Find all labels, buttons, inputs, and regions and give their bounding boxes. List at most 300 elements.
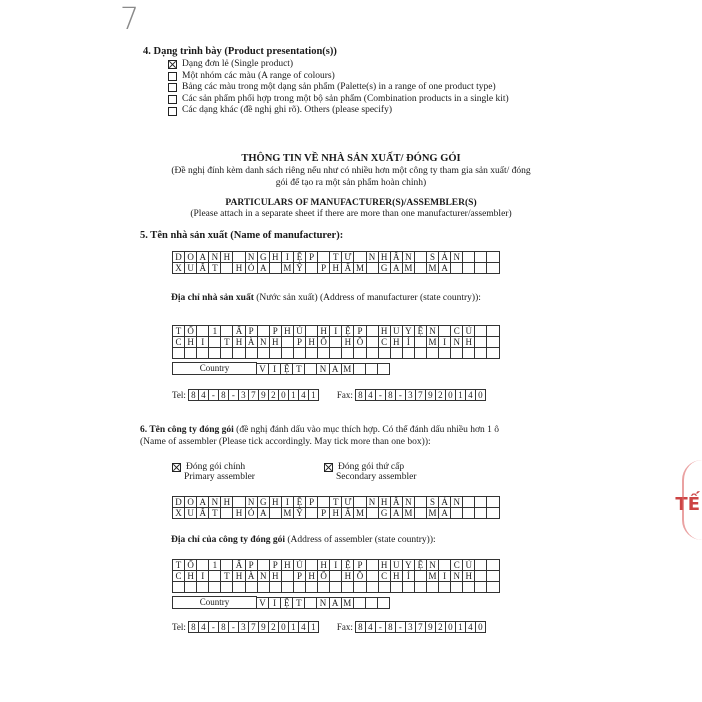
assembler-name-grid bbox=[172, 496, 500, 519]
letter-box: Ệ bbox=[342, 326, 354, 337]
info-note-vi-2: gói để tạo ra một sản phẩm hoàn chỉnh) bbox=[275, 178, 427, 188]
letter-box bbox=[487, 337, 499, 348]
presentation-option-checkbox[interactable] bbox=[168, 83, 177, 92]
letter-box bbox=[209, 582, 221, 593]
letter-box: I bbox=[439, 571, 451, 582]
letter-box: 1 bbox=[209, 326, 221, 337]
letter-box bbox=[367, 582, 379, 593]
letter-box: 2 bbox=[269, 622, 279, 633]
letter-box: C bbox=[173, 571, 185, 582]
letter-box: Ú bbox=[294, 326, 306, 337]
letter-box: 8 bbox=[356, 622, 366, 633]
assembler-address-grid bbox=[172, 559, 500, 593]
letter-box: A bbox=[439, 263, 451, 274]
letter-box: U bbox=[185, 263, 197, 274]
letter-box bbox=[282, 571, 294, 582]
letter-box bbox=[475, 263, 487, 274]
letter-box: H bbox=[379, 497, 391, 508]
letter-box bbox=[427, 582, 439, 593]
letter-box bbox=[487, 497, 499, 508]
letter-box: - bbox=[229, 390, 239, 401]
presentation-option-label: Bảng các màu trong một dạng sản phẩm (Palette(s) in a range of one product type) bbox=[182, 82, 496, 93]
letter-box: H bbox=[270, 571, 282, 582]
letter-box: H bbox=[379, 560, 391, 571]
assembler-country-label: Country bbox=[173, 597, 257, 609]
letter-box bbox=[439, 582, 451, 593]
letter-box bbox=[415, 263, 427, 274]
letter-box: T bbox=[330, 252, 342, 263]
letter-box bbox=[185, 582, 197, 593]
manufacturer-tel-grid bbox=[188, 389, 319, 401]
letter-box: Ệ bbox=[415, 326, 427, 337]
letter-box bbox=[487, 571, 499, 582]
letter-box bbox=[233, 348, 245, 359]
letter-box: 7 bbox=[416, 390, 426, 401]
letter-box bbox=[185, 348, 197, 359]
letter-box: M bbox=[282, 508, 294, 519]
letter-box: P bbox=[306, 252, 318, 263]
letter-box bbox=[463, 508, 475, 519]
letter-box: O bbox=[185, 252, 197, 263]
letter-box: Í bbox=[403, 571, 415, 582]
letter-box: N bbox=[451, 252, 463, 263]
letter-box: N bbox=[258, 337, 270, 348]
letter-box: G bbox=[379, 508, 391, 519]
secondary-assembler-option bbox=[324, 462, 416, 482]
letter-box: 0 bbox=[446, 622, 456, 633]
letter-box: A bbox=[391, 508, 403, 519]
letter-box bbox=[487, 348, 499, 359]
letter-box: N bbox=[209, 497, 221, 508]
letter-box: H bbox=[282, 326, 294, 337]
letter-box: N bbox=[451, 571, 463, 582]
letter-box bbox=[415, 337, 427, 348]
letter-box: M bbox=[342, 598, 354, 609]
letter-box: N bbox=[451, 337, 463, 348]
primary-assembler-option bbox=[172, 462, 255, 482]
page-number: 7 bbox=[120, 2, 140, 37]
letter-box: A bbox=[197, 497, 209, 508]
assembler-country-grid bbox=[257, 597, 390, 609]
letter-box bbox=[487, 508, 499, 519]
letter-box bbox=[366, 598, 378, 609]
letter-box bbox=[366, 364, 378, 375]
letter-box bbox=[463, 252, 475, 263]
letter-box bbox=[258, 560, 270, 571]
manufacturer-address-grid bbox=[172, 325, 500, 359]
letter-box: U bbox=[391, 326, 403, 337]
letter-box: H bbox=[342, 337, 354, 348]
letter-box: Y bbox=[403, 326, 415, 337]
letter-box: T bbox=[209, 263, 221, 274]
letter-box bbox=[367, 560, 379, 571]
letter-box: P bbox=[318, 263, 330, 274]
letter-box bbox=[258, 326, 270, 337]
letter-box: H bbox=[233, 508, 245, 519]
letter-box: I bbox=[439, 337, 451, 348]
letter-box: Ó bbox=[246, 263, 258, 274]
letter-box: P bbox=[294, 571, 306, 582]
letter-box bbox=[379, 348, 391, 359]
manufacturer-country-label: Country bbox=[173, 363, 257, 375]
letter-box: Ệ bbox=[415, 560, 427, 571]
letter-box bbox=[270, 508, 282, 519]
letter-box bbox=[209, 337, 221, 348]
letter-box bbox=[330, 337, 342, 348]
letter-box bbox=[378, 598, 390, 609]
secondary-assembler-checkbox[interactable] bbox=[324, 463, 333, 472]
letter-box bbox=[270, 348, 282, 359]
assembler-address-sub: (Address of assembler (state country)): bbox=[287, 535, 436, 545]
letter-box: G bbox=[258, 497, 270, 508]
letter-box: 0 bbox=[476, 622, 486, 633]
letter-box bbox=[415, 348, 427, 359]
letter-box: 9 bbox=[259, 390, 269, 401]
info-title-en: PARTICULARS OF MANUFACTURER(S)/ASSEMBLER(S) bbox=[225, 198, 477, 208]
letter-box: 0 bbox=[279, 622, 289, 633]
letter-box: N bbox=[367, 252, 379, 263]
letter-box: Â bbox=[391, 497, 403, 508]
letter-box: 4 bbox=[299, 390, 309, 401]
letter-box: N bbox=[403, 252, 415, 263]
letter-box: 1 bbox=[209, 560, 221, 571]
letter-box: Ỹ bbox=[294, 263, 306, 274]
letter-box: A bbox=[197, 252, 209, 263]
letter-box: T bbox=[221, 571, 233, 582]
letter-box: 1 bbox=[289, 622, 299, 633]
letter-box: Ồ bbox=[354, 337, 366, 348]
letter-box: 8 bbox=[219, 390, 229, 401]
letter-box bbox=[367, 263, 379, 274]
letter-box bbox=[391, 582, 403, 593]
letter-box bbox=[246, 582, 258, 593]
letter-box: Ỹ bbox=[294, 508, 306, 519]
primary-assembler-checkbox[interactable] bbox=[172, 463, 181, 472]
letter-box: I bbox=[282, 252, 294, 263]
secondary-assembler-en: Secondary assembler bbox=[336, 472, 417, 482]
letter-box: Ệ bbox=[294, 252, 306, 263]
letter-box: - bbox=[376, 390, 386, 401]
section6-title bbox=[140, 425, 499, 435]
letter-box: N bbox=[258, 571, 270, 582]
letter-box: C bbox=[173, 337, 185, 348]
letter-box: H bbox=[221, 497, 233, 508]
letter-box: 1 bbox=[289, 390, 299, 401]
letter-box: H bbox=[330, 508, 342, 519]
letter-box: T bbox=[173, 560, 185, 571]
letter-box: Ủ bbox=[463, 560, 475, 571]
letter-box bbox=[439, 348, 451, 359]
letter-box bbox=[451, 348, 463, 359]
letter-box: M bbox=[403, 263, 415, 274]
letter-box bbox=[415, 497, 427, 508]
letter-box: H bbox=[306, 571, 318, 582]
manufacturer-address-sub: (Nước sản xuất) (Address of manufacturer (state country)): bbox=[256, 293, 481, 303]
letter-box bbox=[233, 497, 245, 508]
letter-box: Ổ bbox=[185, 326, 197, 337]
presentation-option-checkbox[interactable] bbox=[168, 95, 177, 104]
letter-box bbox=[318, 252, 330, 263]
letter-box: 3 bbox=[239, 622, 249, 633]
letter-box: H bbox=[233, 337, 245, 348]
letter-box bbox=[439, 326, 451, 337]
letter-box bbox=[367, 571, 379, 582]
presentation-option bbox=[168, 71, 509, 83]
letter-box bbox=[487, 582, 499, 593]
letter-box: H bbox=[233, 263, 245, 274]
letter-box: Ồ bbox=[354, 571, 366, 582]
letter-box: 8 bbox=[219, 622, 229, 633]
letter-box: Ủ bbox=[463, 326, 475, 337]
letter-box: H bbox=[330, 263, 342, 274]
letter-box: Ấ bbox=[233, 560, 245, 571]
letter-box: - bbox=[376, 622, 386, 633]
assembler-fax-grid bbox=[355, 621, 486, 633]
letter-box: - bbox=[396, 390, 406, 401]
letter-box: N bbox=[317, 364, 329, 375]
letter-box bbox=[451, 582, 463, 593]
letter-box bbox=[475, 582, 487, 593]
assembler-fax-label: Fax: bbox=[336, 622, 353, 632]
letter-box: Ệ bbox=[294, 497, 306, 508]
letter-box bbox=[306, 582, 318, 593]
letter-box: D bbox=[173, 252, 185, 263]
letter-box: H bbox=[221, 252, 233, 263]
letter-box: Í bbox=[403, 337, 415, 348]
presentation-options bbox=[168, 59, 509, 117]
letter-box: H bbox=[379, 326, 391, 337]
assembler-address-label bbox=[171, 535, 436, 545]
letter-box: H bbox=[463, 337, 475, 348]
manufacturer-country-label-box bbox=[172, 362, 257, 375]
letter-box: H bbox=[185, 337, 197, 348]
letter-box: H bbox=[463, 571, 475, 582]
letter-box bbox=[221, 326, 233, 337]
letter-box bbox=[221, 560, 233, 571]
letter-box bbox=[378, 364, 390, 375]
letter-box: I bbox=[269, 364, 281, 375]
primary-assembler-vi: Đóng gói chính bbox=[186, 462, 246, 472]
letter-box bbox=[487, 560, 499, 571]
manufacturer-address-label bbox=[171, 293, 481, 303]
letter-box: 4 bbox=[366, 390, 376, 401]
letter-box: 2 bbox=[436, 622, 446, 633]
letter-box bbox=[305, 364, 317, 375]
primary-assembler-en: Primary assembler bbox=[184, 472, 255, 482]
letter-box: H bbox=[379, 252, 391, 263]
letter-box: H bbox=[270, 497, 282, 508]
letter-box: - bbox=[209, 622, 219, 633]
letter-box: Ẩ bbox=[342, 263, 354, 274]
letter-box bbox=[197, 582, 209, 593]
letter-box: T bbox=[293, 364, 305, 375]
letter-box: 2 bbox=[436, 390, 446, 401]
info-note-en: (Please attach in a separate sheet if there are more than one manufacturer/assembler) bbox=[190, 209, 512, 219]
letter-box: P bbox=[318, 508, 330, 519]
letter-box: H bbox=[318, 560, 330, 571]
letter-box: O bbox=[185, 497, 197, 508]
letter-box: A bbox=[391, 263, 403, 274]
letter-box bbox=[221, 348, 233, 359]
letter-box: Ả bbox=[439, 497, 451, 508]
letter-box bbox=[354, 252, 366, 263]
letter-box: C bbox=[379, 337, 391, 348]
assembler-tel-row bbox=[172, 621, 486, 633]
letter-box: 3 bbox=[406, 622, 416, 633]
presentation-option-label: Các sản phẩm phối hợp trong một bộ sản phẩm (Combination products in a single kit) bbox=[182, 93, 509, 104]
section6-title-rest: (đề nghị đánh dấu vào mục thích hợp. Có thể đánh dấu nhiều hơn 1 ô bbox=[236, 425, 499, 435]
letter-box bbox=[354, 598, 366, 609]
letter-box: Ệ bbox=[281, 598, 293, 609]
letter-box: P bbox=[246, 326, 258, 337]
letter-box: N bbox=[317, 598, 329, 609]
letter-box bbox=[342, 348, 354, 359]
letter-box: 8 bbox=[356, 390, 366, 401]
letter-box bbox=[318, 497, 330, 508]
assembler-country-label-box bbox=[172, 596, 257, 609]
letter-box: Ấ bbox=[197, 508, 209, 519]
letter-box: 4 bbox=[199, 622, 209, 633]
manufacturer-country-row bbox=[172, 362, 390, 375]
letter-box bbox=[258, 582, 270, 593]
presentation-option-checkbox[interactable] bbox=[168, 60, 177, 69]
letter-box: X bbox=[173, 508, 185, 519]
letter-box: 3 bbox=[406, 390, 416, 401]
letter-box bbox=[354, 497, 366, 508]
assembler-country-row bbox=[172, 596, 390, 609]
letter-box bbox=[354, 348, 366, 359]
letter-box bbox=[415, 582, 427, 593]
letter-box bbox=[233, 582, 245, 593]
letter-box: - bbox=[209, 390, 219, 401]
letter-box: M bbox=[403, 508, 415, 519]
letter-box: A bbox=[330, 364, 342, 375]
letter-box bbox=[282, 337, 294, 348]
letter-box bbox=[463, 348, 475, 359]
letter-box: M bbox=[427, 571, 439, 582]
letter-box: H bbox=[391, 571, 403, 582]
presentation-option-label: Dạng đơn lẻ (Single product) bbox=[182, 59, 294, 69]
letter-box: P bbox=[270, 560, 282, 571]
letter-box bbox=[306, 326, 318, 337]
letter-box: N bbox=[209, 252, 221, 263]
assembler-tel-grid bbox=[188, 621, 319, 633]
letter-box bbox=[367, 348, 379, 359]
presentation-option-label: Một nhóm các màu (A range of colours) bbox=[182, 70, 335, 81]
letter-box bbox=[306, 348, 318, 359]
letter-box: A bbox=[258, 508, 270, 519]
letter-box bbox=[475, 571, 487, 582]
letter-box: H bbox=[306, 337, 318, 348]
letter-box: A bbox=[439, 508, 451, 519]
stamp-border-mark bbox=[682, 460, 702, 540]
manufacturer-fax-grid bbox=[355, 389, 486, 401]
letter-box: N bbox=[427, 326, 439, 337]
letter-box bbox=[475, 508, 487, 519]
letter-box: M bbox=[354, 263, 366, 274]
letter-box: U bbox=[185, 508, 197, 519]
letter-box bbox=[487, 252, 499, 263]
assembler-address-title: Địa chỉ của công ty đóng gói bbox=[171, 535, 286, 545]
letter-box bbox=[354, 582, 366, 593]
letter-box bbox=[451, 263, 463, 274]
letter-box: I bbox=[330, 560, 342, 571]
letter-box: Ấ bbox=[233, 326, 245, 337]
letter-box bbox=[258, 348, 270, 359]
letter-box bbox=[451, 508, 463, 519]
letter-box: H bbox=[270, 252, 282, 263]
letter-box: P bbox=[270, 326, 282, 337]
letter-box bbox=[487, 263, 499, 274]
letter-box: Ố bbox=[318, 337, 330, 348]
letter-box: N bbox=[246, 252, 258, 263]
letter-box bbox=[209, 348, 221, 359]
letter-box bbox=[439, 560, 451, 571]
letter-box: V bbox=[257, 598, 269, 609]
letter-box bbox=[306, 263, 318, 274]
letter-box bbox=[173, 582, 185, 593]
letter-box bbox=[475, 560, 487, 571]
letter-box: Ấ bbox=[197, 263, 209, 274]
letter-box bbox=[318, 348, 330, 359]
letter-box: C bbox=[451, 326, 463, 337]
letter-box: N bbox=[451, 497, 463, 508]
manufacturer-tel-label: Tel: bbox=[172, 390, 186, 400]
letter-box bbox=[221, 263, 233, 274]
manufacturer-address-title: Địa chỉ nhà sản xuất bbox=[171, 293, 254, 303]
letter-box: N bbox=[367, 497, 379, 508]
letter-box: V bbox=[257, 364, 269, 375]
manufacturer-tel-row bbox=[172, 389, 486, 401]
letter-box bbox=[487, 326, 499, 337]
letter-box: P bbox=[246, 560, 258, 571]
letter-box: 4 bbox=[466, 390, 476, 401]
letter-box: H bbox=[185, 571, 197, 582]
letter-box: 1 bbox=[309, 390, 319, 401]
letter-box: 4 bbox=[199, 390, 209, 401]
letter-box bbox=[197, 560, 209, 571]
assembler-tel-label: Tel: bbox=[172, 622, 186, 632]
letter-box: M bbox=[427, 263, 439, 274]
letter-box bbox=[282, 582, 294, 593]
info-note-vi-1: (Đề nghị đính kèm danh sách riêng nếu như có nhiều hơn một công ty tham gia sản xuất/ đóng bbox=[171, 166, 531, 176]
info-title-vi: THÔNG TIN VỀ NHÀ SẢN XUẤT/ ĐÓNG GÓI bbox=[241, 153, 461, 164]
letter-box: Ố bbox=[318, 571, 330, 582]
letter-box bbox=[330, 582, 342, 593]
letter-box bbox=[233, 252, 245, 263]
manufacturer-fax-label: Fax: bbox=[336, 390, 353, 400]
letter-box: S bbox=[427, 497, 439, 508]
letter-box: C bbox=[451, 560, 463, 571]
letter-box: Ú bbox=[294, 560, 306, 571]
letter-box: Ó bbox=[246, 508, 258, 519]
letter-box: Ệ bbox=[342, 560, 354, 571]
letter-box: 0 bbox=[446, 390, 456, 401]
letter-box: 9 bbox=[426, 390, 436, 401]
letter-box: G bbox=[379, 263, 391, 274]
letter-box: T bbox=[209, 508, 221, 519]
letter-box: A bbox=[330, 598, 342, 609]
presentation-option-checkbox[interactable] bbox=[168, 107, 177, 116]
letter-box: 8 bbox=[189, 390, 199, 401]
letter-box: 9 bbox=[426, 622, 436, 633]
presentation-option-checkbox[interactable] bbox=[168, 72, 177, 81]
letter-box: 2 bbox=[269, 390, 279, 401]
letter-box: N bbox=[246, 497, 258, 508]
letter-box: 4 bbox=[299, 622, 309, 633]
letter-box bbox=[475, 348, 487, 359]
letter-box: P bbox=[354, 326, 366, 337]
